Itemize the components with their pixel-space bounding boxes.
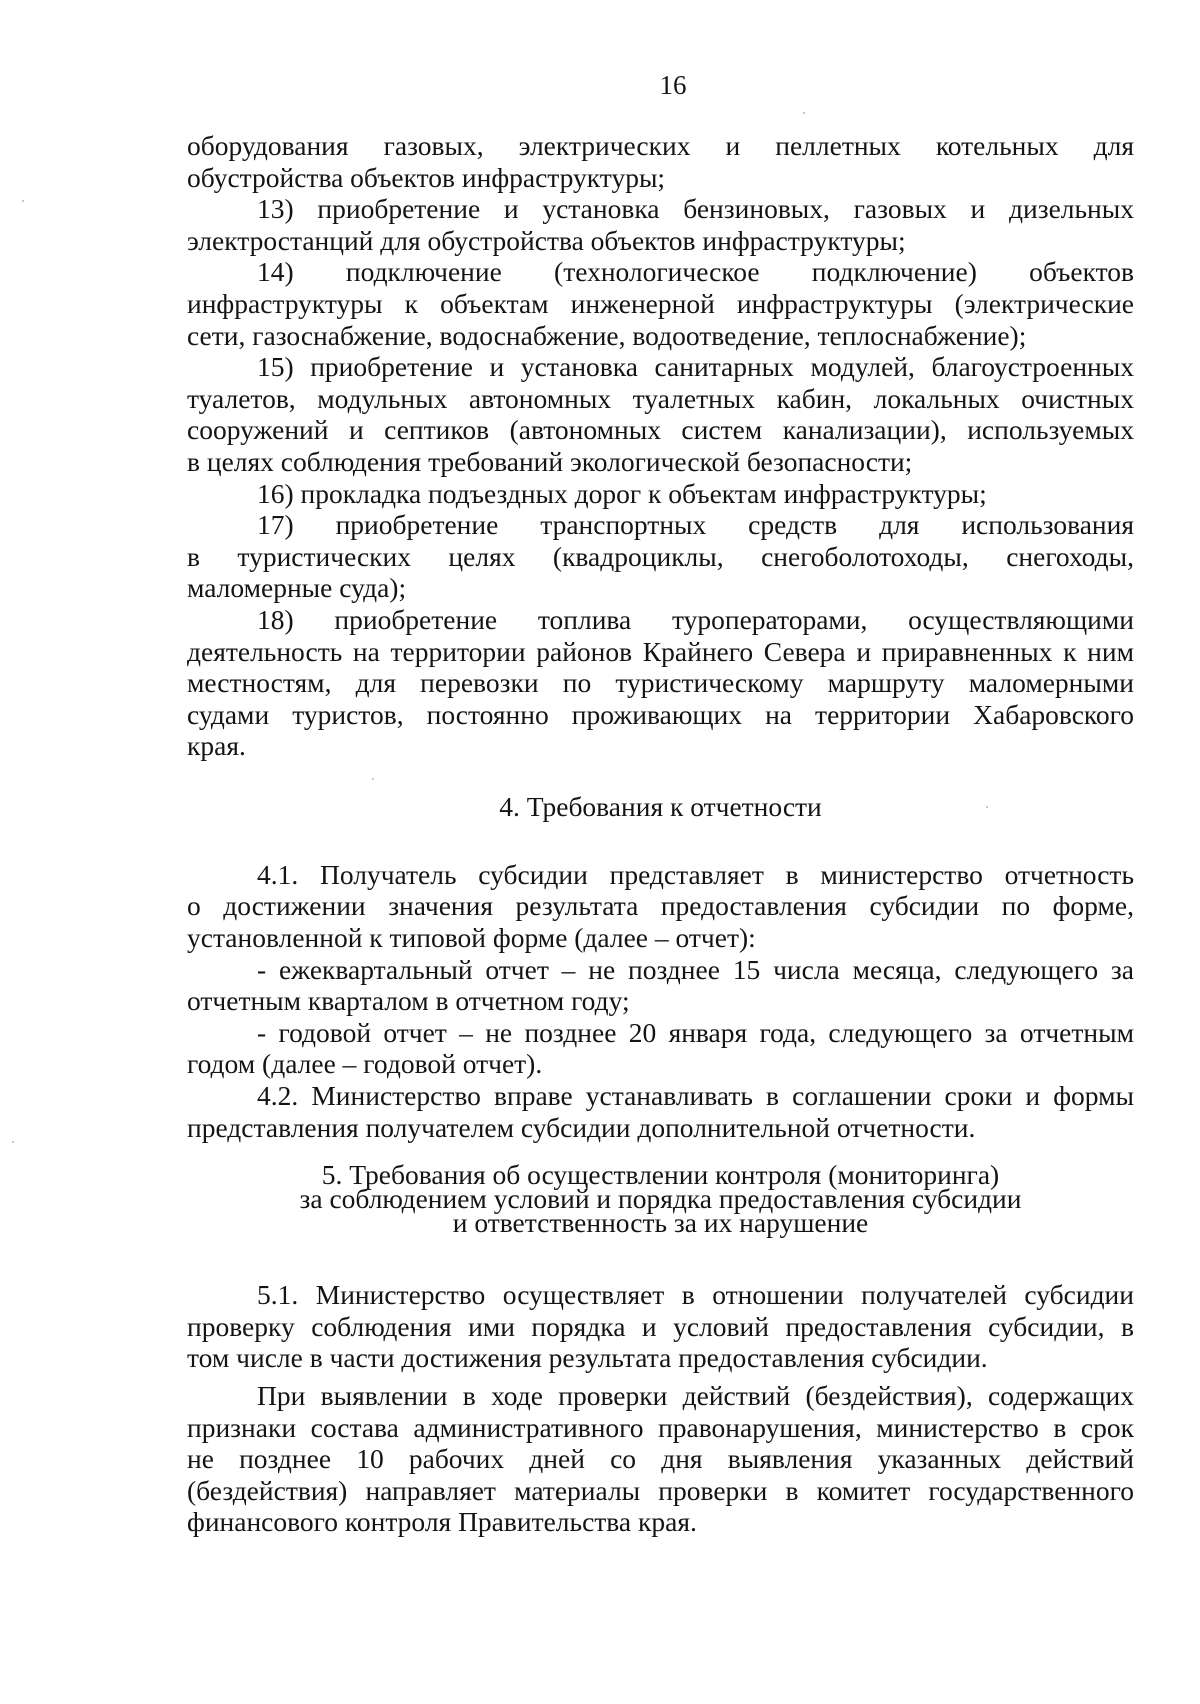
text-line: электростанций для обустройства объектов инфраструктуры; [187,224,906,256]
paragraph-4-1: 4.1. Получатель субсидии представляет в министерство отчетность [257,858,1134,890]
section-5-heading-line: за соблюдением условий и порядка предоставления субсидии [299,1183,1022,1215]
list-item-13: 13) приобретение и установка бензиновых, газовых и дизельных [257,193,1134,225]
text-line: местностям, для перевозки по туристическому маршруту маломерными [187,667,1134,699]
scan-speck [22,200,24,202]
text-line: установленной к типовой форме (далее – отчет): [187,922,756,954]
list-item-annual-report: - годовой отчет – не позднее 20 января года, следующего за отчетным [257,1016,1134,1048]
list-item-16: 16) прокладка подъездных дорог к объектам инфраструктуры; [257,477,987,509]
paragraph-violations: При выявлении в ходе проверки действий (бездействия), содержащих [257,1380,1134,1411]
section-5-heading [187,1159,1134,1239]
text-line: представления получателем субсидии дополнительной отчетности. [187,1111,976,1143]
text-line: сооружений и септиков (автономных систем канализации), используемых [187,414,1134,446]
section-4-body [187,859,1134,1143]
list-items-block [187,130,1134,762]
text-line: инфраструктуры к объектам инженерной инфраструктуры (электрические [187,287,1134,319]
text-line: сети, газоснабжение, водоснабжение, водоотведение, теплоснабжение); [187,319,1027,351]
text-line: маломерные суда); [187,572,407,604]
text-line: том числе в части достижения результата предоставления субсидии. [187,1342,988,1374]
section-4-heading: 4. Требования к отчетности [499,790,822,822]
scan-speck [12,1141,14,1143]
list-item-14: 14) подключение (технологическое подключение) объектов [257,256,1134,288]
text-line: в туристических целях (квадроциклы, снегоболотоходы, снегоходы, [187,540,1134,572]
paragraph-4-2: 4.2. Министерство вправе устанавливать в соглашении сроки и формы [257,1080,1134,1112]
list-item-17: 17) приобретение транспортных средств для использования [257,509,1134,541]
text-line: края. [187,730,246,762]
list-item-quarterly-report: - ежеквартальный отчет – не позднее 15 числа месяца, следующего за [257,953,1134,985]
text-line: не позднее 10 рабочих дней со дня выявления указанных действий [187,1443,1134,1475]
scan-speck [803,112,805,114]
section-5-heading-line: и ответственность за их нарушение [452,1207,869,1239]
text-line: (бездействия) направляет материалы проверки в комитет государственного [187,1474,1134,1506]
text-line: судами туристов, постоянно проживающих на территории Хабаровского [187,698,1134,730]
text-line: признаки состава административного правонарушения, министерство в срок [187,1411,1134,1443]
text-line: проверку соблюдения ими порядка и условий предоставления субсидии, в [187,1310,1134,1342]
section-5-body [187,1279,1134,1538]
paragraph-5-1: 5.1. Министерство осуществляет в отношении получателей субсидии [257,1279,1134,1311]
list-item-18: 18) приобретение топлива туроператорами, осуществляющими [257,603,1134,635]
text-line: годом (далее – годовой отчет). [187,1048,543,1080]
text-line: оборудования газовых, электрических и пеллетных котельных для [187,130,1134,161]
page-number: 16 [659,70,687,100]
text-line: отчетным кварталом в отчетном году; [187,985,630,1017]
document-body [187,130,1134,1538]
text-line: в целях соблюдения требований экологической безопасности; [187,445,913,477]
text-line: финансового контроля Правительства края. [187,1506,697,1538]
text-line: обустройства объектов инфраструктуры; [187,161,666,193]
section-5-heading-line: 5. Требования об осуществлении контроля (мониторинга) [321,1159,1000,1191]
list-item-15: 15) приобретение и установка санитарных модулей, благоустроенных [257,351,1134,383]
text-line: деятельность на территории районов Крайнего Севера и приравненных к ним [187,635,1134,667]
text-line: о достижении значения результата предоставления субсидии по форме, [187,890,1134,922]
text-line: туалетов, модульных автономных туалетных кабин, локальных очистных [187,382,1134,414]
